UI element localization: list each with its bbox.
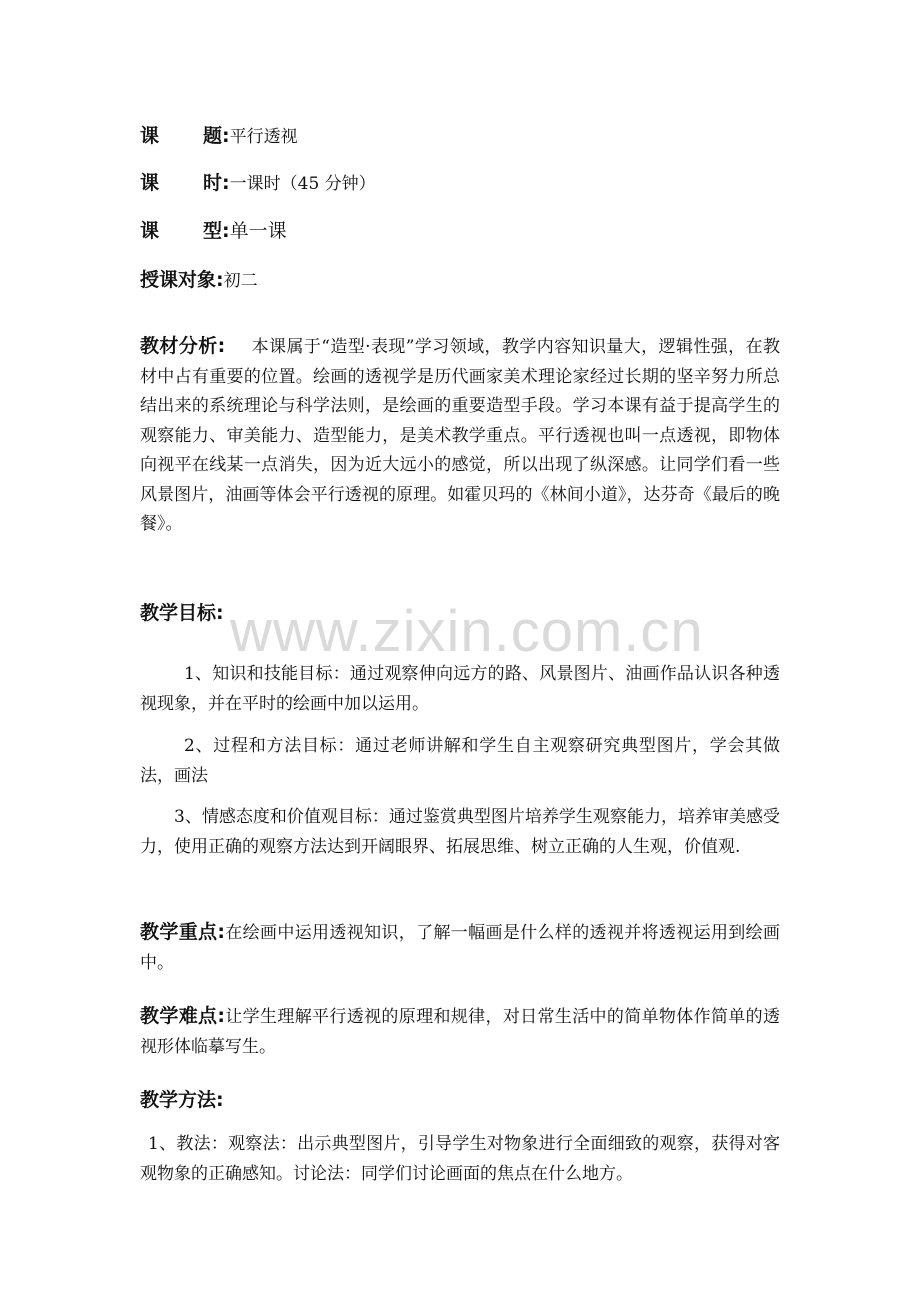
audience-row: [140, 271, 258, 290]
watermark: www.zixin.com.cn: [230, 599, 704, 664]
time-label-2: 时:: [203, 172, 230, 194]
goals-heading: 教学目标:: [140, 602, 224, 624]
analysis-section: [140, 332, 780, 540]
goal-item-1: 1、知识和技能目标：通过观察伸向远方的路、风景图片、油画作品认识各种透视现象，并在平时的绘画中加以运用。: [140, 664, 780, 714]
keypoint-text: 在绘画中运用透视知识，了解一幅画是什么样的透视并将透视运用到绘画中。: [140, 923, 780, 973]
audience-label: 授课对象:: [140, 269, 224, 291]
goal-item-2: 2、过程和方法目标：通过老师讲解和学生自主观察研究典型图片，学会其做法，画法: [140, 736, 780, 786]
type-label-2: 型:: [203, 220, 230, 242]
analysis-label: 教材分析:: [140, 335, 226, 357]
topic-row: [140, 127, 298, 146]
method-item-1: 1、教法：观察法：出示典型图片，引导学生对物象进行全面细致的观察，获得对客观物象的正确感知。讨论法：同学们讨论画面的焦点在什么地方。: [140, 1134, 780, 1184]
topic-value: 平行透视: [229, 127, 298, 147]
keypoint-label: 教学重点:: [140, 921, 225, 943]
audience-value: 初二: [223, 271, 258, 291]
topic-label-2: 题:: [203, 125, 230, 147]
analysis-text: 本课属于“造型·表现”学习领域，教学内容知识量大，逻辑性强，在教材中占有重要的位置。绘画的透视学是历代画家美术理论家经过长期的坚辛努力所总结出来的系统理论与科学法则，是绘画的重要造型手段。学习本课有益于提高学生的观察能力、审美能力、造型能力，是美术教学重点。平行透视也叫一点透视，即物体向视平在线某一点消失，因为近大远小的感觉，所以出现了纵深感。让同学们看一些风景图片，油画等体会平行透视的原理。如霍贝玛的《林间小道》，达芬奇《最后的晚餐》。: [140, 337, 780, 534]
difficulty-label: 教学难点:: [140, 1005, 225, 1027]
methods-heading: 教学方法:: [140, 1089, 224, 1111]
goal-item-3: 3、情感态度和价值观目标：通过鉴赏典型图片培养学生观察能力，培养审美感受力，使用正确的观察方法达到开阔眼界、拓展思维、树立正确的人生观，价值观.: [140, 807, 780, 857]
time-label: 课: [140, 172, 160, 194]
topic-label: 课: [140, 125, 160, 147]
difficulty-section: [140, 1002, 780, 1062]
type-label: 课: [140, 220, 160, 242]
type-value: 单一课: [229, 220, 287, 242]
difficulty-text: 让学生理解平行透视的原理和规律，对日常生活中的简单物体作简单的透视形体临摹写生。: [140, 1007, 780, 1057]
time-value: 一课时（45 分钟）: [229, 174, 376, 194]
keypoint-section: [140, 918, 780, 978]
type-row: [140, 222, 287, 241]
time-row: [140, 174, 376, 193]
